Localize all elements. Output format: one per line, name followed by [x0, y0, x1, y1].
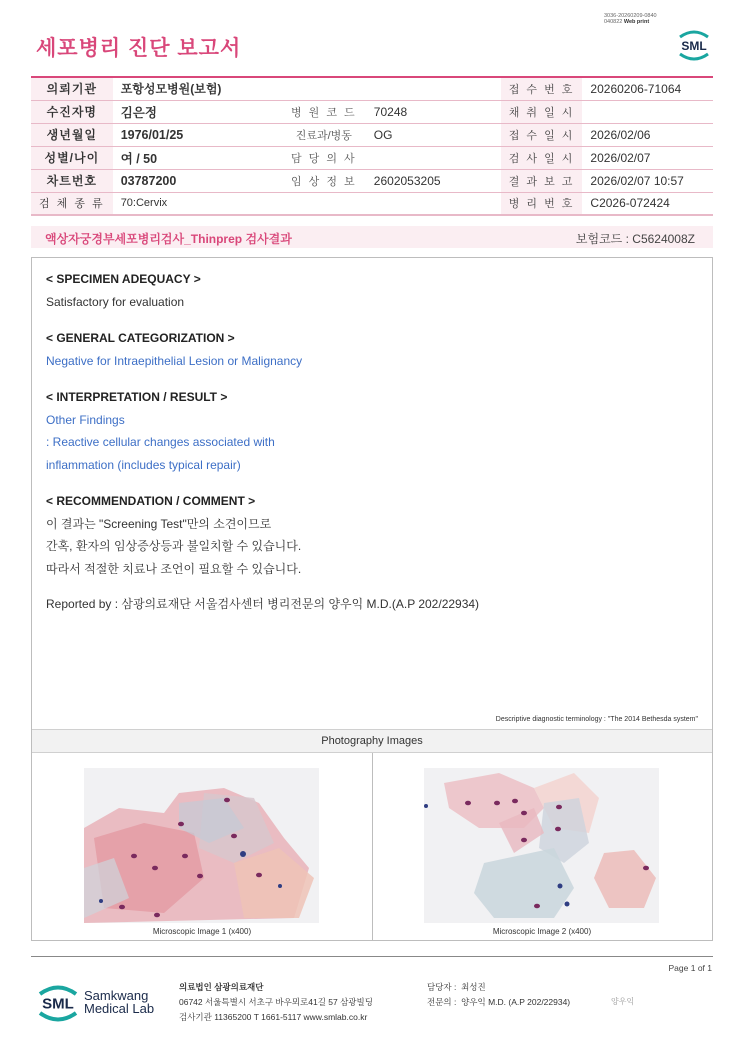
- info-row: 성별/나이 여 / 50 담 당 의 사 검 사 일 시 2026/02/07: [31, 146, 713, 169]
- interpretation-line: inflammation (includes typical repair): [46, 457, 241, 472]
- document-id-line2: 040822: [604, 19, 623, 25]
- specialist-name: 양우익 M.D. (A.P 202/22934): [461, 997, 571, 1007]
- recommendation-line: 따라서 적절한 치료나 조언이 필요할 수 있습니다.: [46, 561, 302, 576]
- info-row: 수진자명 김은정 병 원 코 드 70248 채 취 일 시: [31, 100, 713, 123]
- microscopic-image-1: [84, 768, 319, 923]
- patient-info-table: [31, 76, 713, 216]
- brand-line-1: Samkwang: [84, 988, 149, 1003]
- image-caption-1: Microscopic Image 1 (x400): [152, 927, 252, 936]
- info-row: 생년월일 1976/01/25 진료과/병동 OG 접 수 일 시 2026/02/06: [31, 123, 713, 146]
- pathology-number: C2026-072424: [582, 192, 713, 215]
- doctor: [366, 146, 501, 169]
- footer-brand: [84, 989, 154, 1015]
- brand-line-2: Medical Lab: [84, 1001, 155, 1016]
- recommendation-line: 이 결과는 "Screening Test"만의 소견이므로: [46, 516, 272, 531]
- sml-footer-logo-icon: [36, 980, 80, 1024]
- adequacy-text: Satisfactory for evaluation: [46, 294, 185, 309]
- interpretation-line: Other Findings: [46, 412, 125, 427]
- result-date: 2026/02/07 10:57: [582, 169, 713, 192]
- test-name: 액상자궁경부세포병리검사_Thinprep 검사결과: [45, 232, 292, 246]
- receipt-date: 2026/02/06: [582, 123, 713, 146]
- report-body: [31, 257, 713, 941]
- sex-age: 여 / 50: [113, 146, 282, 169]
- test-bar: [31, 226, 713, 248]
- adequacy-section: [46, 268, 201, 313]
- date-of-birth: 1976/01/25: [113, 123, 282, 146]
- receipt-no: 20260206-71064: [582, 77, 713, 100]
- patient-name: 김은정: [113, 100, 282, 123]
- department: OG: [366, 123, 501, 146]
- info-row: 차트번호 03787200 임 상 정 보 2602053205 결 과 보 고 2026/02/07 10:57: [31, 169, 713, 192]
- document-id-line1: 3036-20260209-0840: [604, 13, 657, 19]
- footer-logo-text: SML: [42, 995, 74, 1013]
- footer-organization: [179, 980, 373, 1025]
- footer-staff: 담당자 : 최성진 전문의 : 양우익 M.D. (A.P 202/22934): [427, 982, 571, 1007]
- document-id: [604, 13, 657, 25]
- info-row: 의뢰기관 포항성모병원(보험) 접 수 번 호 20260206-71064: [31, 77, 713, 100]
- photo-title: Photography Images: [32, 729, 712, 753]
- info-row: 검 체 종 류 70:Cervix 병 리 번 호 C2026-072424: [31, 192, 713, 215]
- page-number: Page 1 of 1: [668, 963, 712, 973]
- adequacy-heading: < SPECIMEN ADEQUACY >: [46, 272, 201, 286]
- recommendation-line: 간혹, 환자의 임상증상등과 불일치할 수 있습니다.: [46, 539, 302, 553]
- specialist-signature: 양우익: [611, 997, 635, 1006]
- reported-by: Reported by : 삼광의료재단 서울검사센터 병리전문의 양우익 M.D.(A.P 202/22934): [46, 597, 480, 611]
- staff-name: 최성진: [461, 982, 486, 992]
- collect-date: [582, 100, 713, 123]
- test-date: 2026/02/07: [582, 146, 713, 169]
- interpretation-section: [46, 386, 275, 476]
- specimen-type: 70:Cervix: [113, 192, 501, 215]
- org-address: 06742 서울특별시 서초구 바우뫼로41길 57 삼광빌딩: [179, 997, 373, 1007]
- clinical-info: 2602053205: [366, 169, 501, 192]
- recommendation-heading: < RECOMMENDATION / COMMENT >: [46, 494, 256, 508]
- interpretation-heading: < INTERPRETATION / RESULT >: [46, 390, 228, 404]
- category-section: [46, 327, 302, 372]
- chart-number: 03787200: [113, 169, 282, 192]
- footer-divider: [31, 956, 713, 957]
- terminology-note: Descriptive diagnostic terminology : "The 2014 Bethesda system": [495, 716, 698, 723]
- org-contact: 검사기관 11365200 T 1661-5117 www.smlab.co.kr: [179, 1012, 368, 1022]
- category-text: Negative for Intraepithelial Lesion or Malignancy: [46, 353, 303, 368]
- page-title: 세포병리 진단 보고서: [36, 37, 242, 60]
- interpretation-line: : Reactive cellular changes associated with: [46, 435, 275, 449]
- microscopic-image-2: [424, 768, 659, 923]
- request-org: 포항성모병원(보험): [113, 77, 501, 100]
- category-heading: < GENERAL CATEGORIZATION >: [46, 331, 235, 345]
- hospital-code: 70248: [366, 100, 501, 123]
- sml-logo-icon: [674, 27, 714, 63]
- org-name: 의료법인 삼광의료재단: [179, 982, 264, 992]
- photo-divider: [372, 753, 373, 941]
- image-caption-2: Microscopic Image 2 (x400): [492, 927, 592, 936]
- insurance-code: 보험코드 : C5624008Z: [575, 232, 695, 246]
- web-print-label: Web print: [623, 19, 650, 25]
- logo-text: SML: [681, 39, 707, 53]
- recommendation-section: [46, 490, 301, 580]
